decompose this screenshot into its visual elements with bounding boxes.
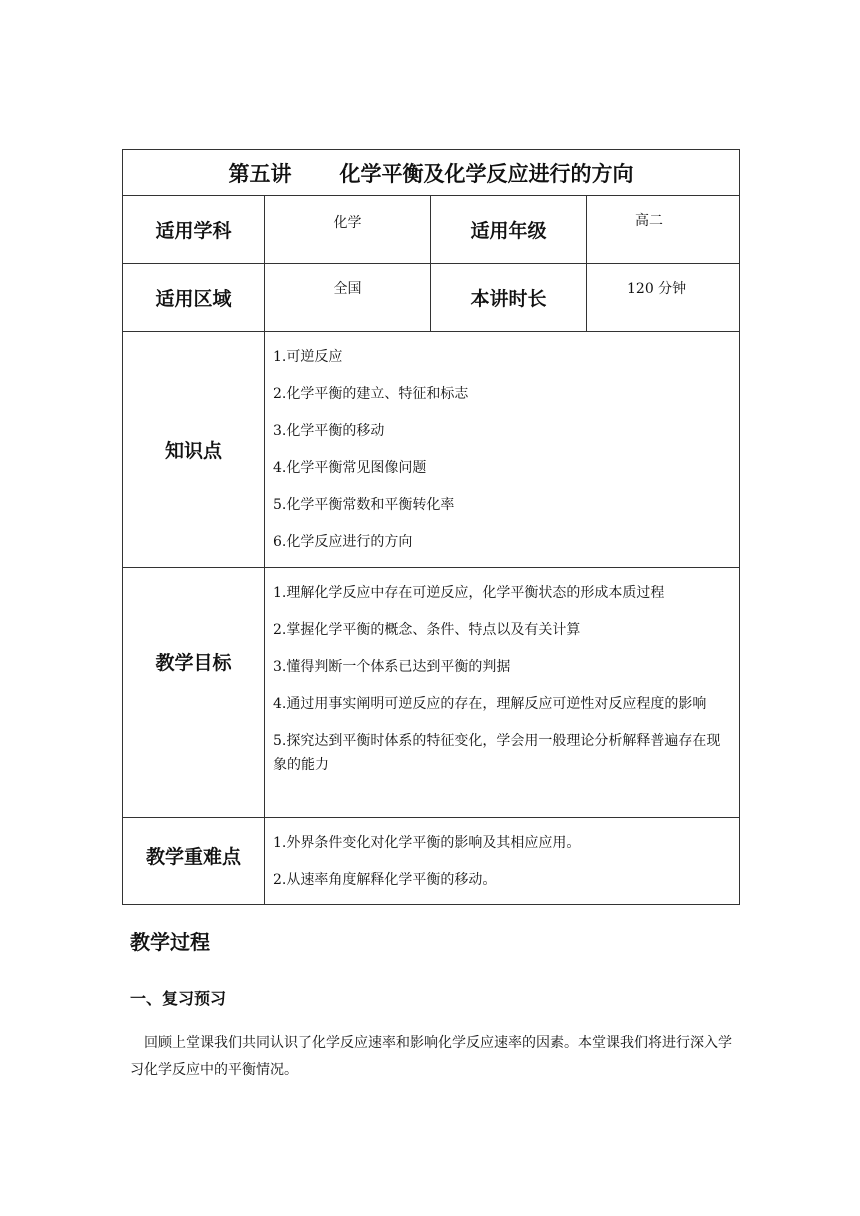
list-item: 3.懂得判断一个体系已达到平衡的判据 [273, 659, 511, 675]
list-item: 2.从速率角度解释化学平衡的移动。 [273, 872, 497, 888]
grade-label: 适用年级 [431, 196, 587, 264]
goals-list [265, 568, 740, 818]
lesson-title [123, 150, 740, 196]
duration-label: 本讲时长 [431, 264, 587, 332]
difficulties-label: 教学重难点 [123, 818, 265, 905]
process-heading: 教学过程 [130, 930, 210, 954]
subject-label: 适用学科 [123, 196, 265, 264]
subject-value: 化学 [265, 196, 431, 264]
list-item: 1.理解化学反应中存在可逆反应，化学平衡状态的形成本质过程 [273, 585, 665, 601]
list-item: 3.化学平衡的移动 [273, 423, 385, 439]
list-item: 5.化学平衡常数和平衡转化率 [273, 497, 455, 513]
list-item: 6.化学反应进行的方向 [273, 534, 413, 550]
region-value: 全国 [265, 264, 431, 332]
lesson-topic: 化学平衡及化学反应进行的方向 [339, 161, 634, 186]
lesson-info-table [122, 149, 740, 905]
difficulties-list [265, 818, 740, 905]
list-item: 5.探究达到平衡时体系的特征变化，学会用一般理论分析解释普遍存在现象的能力 [273, 733, 721, 773]
list-item: 4.化学平衡常见图像问题 [273, 460, 427, 476]
knowledge-list [265, 332, 740, 568]
review-heading: 一、复习预习 [130, 989, 227, 1008]
list-item: 1.外界条件变化对化学平衡的影响及其相应应用。 [273, 835, 581, 851]
knowledge-label: 知识点 [123, 332, 265, 568]
lesson-number: 第五讲 [228, 161, 292, 186]
region-label: 适用区域 [123, 264, 265, 332]
review-paragraph: 回顾上堂课我们共同认识了化学反应速率和影响化学反应速率的因素。本堂课我们将进行深入学习化学反应中的平衡情况。 [130, 1035, 732, 1078]
grade-value: 高二 [587, 196, 740, 264]
list-item: 2.化学平衡的建立、特征和标志 [273, 386, 469, 402]
list-item: 2.掌握化学平衡的概念、条件、特点以及有关计算 [273, 622, 581, 638]
duration-value: 120 分钟 [587, 264, 740, 332]
list-item: 4.通过用事实阐明可逆反应的存在，理解反应可逆性对反应程度的影响 [273, 696, 707, 712]
list-item: 1.可逆反应 [273, 349, 343, 365]
goals-label: 教学目标 [123, 568, 265, 818]
